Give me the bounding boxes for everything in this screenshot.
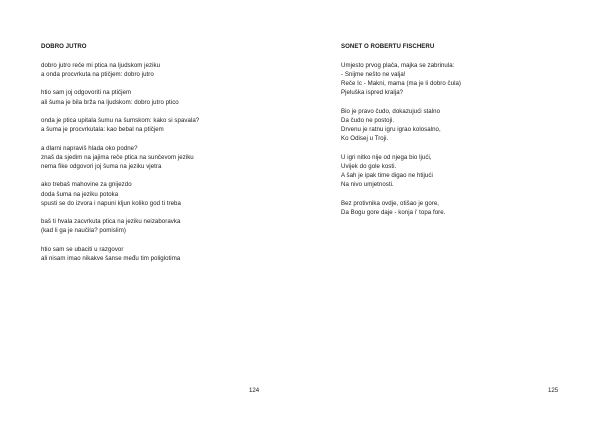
stanza: [41, 217, 199, 235]
poem-line: znaš da sjedim na jajima reče ptica na sunčevom jeziku: [41, 153, 194, 161]
poem-line: htio sam joj odgovoriti na ptičjem: [41, 89, 132, 97]
page-number: 125: [548, 387, 559, 394]
stanza: [41, 180, 199, 208]
poem-line: Na nivo umjetnosti.: [341, 181, 394, 189]
poem-line: a dlarni napraviš hlada oko podne?: [41, 144, 138, 152]
stanza: [41, 144, 199, 172]
poem-title: DOBRO JUTRO: [41, 43, 87, 50]
poem-line: baš ti hvala zacvrkuta ptica na jeziku neizaboravka: [41, 218, 181, 226]
stanza: [41, 88, 199, 106]
poem-line: htio sam se ubaciti u razgovor: [41, 245, 124, 253]
poem-title: SONET O ROBERTU FISCHERU: [341, 43, 435, 50]
poem-line: Da Bogu gore daje - konja i' topa fore.: [341, 209, 446, 216]
poem-line: Bez protivnika ovdje, otišao je gore,: [341, 199, 440, 207]
stanza: [341, 107, 461, 144]
poem-line: Da čudo ne postoji.: [341, 117, 395, 124]
stanza: [41, 116, 199, 134]
page-number: 124: [249, 387, 260, 394]
poem-dobro-jutro: [41, 42, 199, 272]
poem-line: Bio je pravo čudo, dokazujući stalno: [341, 107, 441, 115]
poem-sonet-o-robertu-fischeru: [341, 42, 461, 226]
stanza: [41, 61, 199, 79]
poem-line: ali šuma je bila brža na ljudskom: dobro jutro ptico: [41, 98, 179, 106]
right-page: [300, 0, 600, 423]
poem-line: Ko Odisej u Troji.: [341, 135, 389, 143]
poem-line: Reče Ic - Makni, mama (ma je li dobro čula): [341, 80, 461, 88]
stanza: [341, 199, 461, 217]
poem-line: spusti se do izvora i napuni kljun koliko god ti treba: [41, 199, 181, 207]
stanza: [41, 245, 199, 263]
poem-line: Drvenu je ratnu igru igrao kolosalno,: [341, 126, 441, 134]
poem-line: Umjesto prvog plača, majka se zabrinula:: [341, 61, 455, 69]
stanza: [341, 61, 461, 98]
poem-line: ako trebaš mahovine za gnijezdo: [41, 181, 132, 189]
poem-line: onda je ptica upitala šumu na šumskom: kako si spavala?: [41, 116, 200, 124]
poem-line: Pjeluška ispred kralja?: [341, 89, 404, 97]
poem-line: doda šuma na jeziku potoka: [41, 190, 119, 198]
poem-line: A šah je ipak time digao ne htijući: [341, 172, 433, 180]
poem-line: dobro jutro reče mi ptica na ljudskom jeziku: [41, 61, 161, 69]
poem-line: Uvijek do gole kosti.: [341, 163, 397, 170]
poem-line: nema fike odgovori joj šuma na jeziku vjetra: [41, 162, 162, 170]
poem-line: - Snijme nešto ne valja!: [341, 71, 406, 78]
poem-line: a šuma je procvrkutala: kao bebal na ptičjem: [41, 126, 164, 134]
poem-line: U igri nitko nije od njega bio ljući,: [341, 153, 432, 161]
poem-line: (kad li ga je naučila? pomislim): [41, 227, 126, 235]
stanza: [341, 153, 461, 190]
poem-line: a onda procvrkuta na ptičjem: dobro jutro: [41, 71, 154, 78]
poem-line: ali nisam imao nikakve šanse među tim poliglotima: [41, 254, 181, 262]
